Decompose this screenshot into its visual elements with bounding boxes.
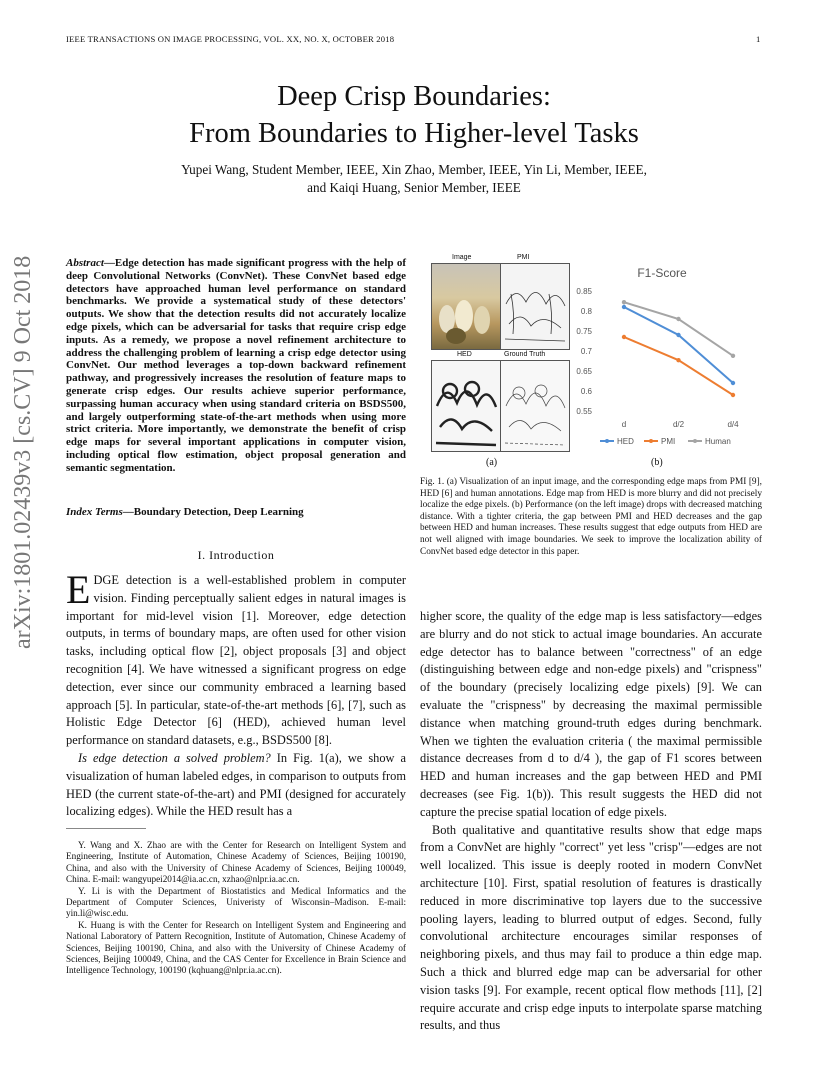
y-axis-ticks: [576, 287, 592, 416]
legend-label-human: Human: [705, 437, 731, 446]
author-text-1: Yupei Wang, Student Member, IEEE, Xin Zhao, Member, IEEE, Yin Li, Member, IEEE,: [181, 162, 647, 177]
panel-label-pmi: PMI: [517, 254, 530, 261]
data-point-hed: [622, 305, 626, 309]
legend-marker-pmi: [649, 439, 653, 443]
y-tick-label: 0.55: [576, 407, 592, 416]
hed-edges: [432, 361, 500, 451]
y-tick-label: 0.7: [580, 347, 592, 356]
authors-line2: and Kaiqi Huang, Senior Member, IEEE: [307, 180, 521, 195]
footnote-rule: [66, 828, 146, 829]
intro-paragraph-2: In Fig. 1(a), we show a visualization of human labeled edges, in comparison to outputs from HED (the current state-of-the-art) and PMI (designed for accurately localizing edges). While the HED result has a: [66, 750, 407, 819]
input-image: [431, 263, 501, 350]
footnotes: [66, 840, 406, 977]
data-point-pmi: [622, 335, 626, 339]
intro-paragraph-1: DGE detection is a well-established problem in computer vision. Finding perceptually salient edges in natural images is important for mid-level vision [1]. Moreover, edge detection outputs, in terms of boundary maps, are often used for other vision tasks, including optical flow [2], object proposals [3] and object recognition [4]. We have witnessed a significant progress on edge detection, ever since our community embraced a learning based approach [5]. In particular, state-of-the-art methods [6], [7], such as Holistic Edge Detector [6] (HED), achieved human level performance on standard datasets, e.g., BSDS500 [8].: [66, 573, 406, 748]
panel-label-gt: Ground Truth: [504, 351, 546, 358]
page-number: 1: [756, 34, 761, 44]
index-terms: [66, 506, 406, 519]
abstract-label: Abstract: [66, 257, 104, 269]
data-point-pmi: [676, 358, 680, 362]
footnote-3: K. Huang is with the Center for Research on Intelligent System and Engineering and National Laboratory of Pattern Recognition, Institute of Automation, Chinese Academy of Sciences, Beijing 100190, China, and also with the University of Chinese Academy of Sciences, Beijing 100049, China, and the CAS Center for Excellence in Brain Science and Intelligence Technology, 100190 (kqhuang@nlpr.ia.ac.cn).: [66, 919, 406, 976]
panel-label-hed: HED: [457, 351, 472, 358]
f1-score-chart: [570, 258, 766, 453]
data-point-human: [731, 354, 735, 358]
legend-marker-human: [693, 439, 697, 443]
abstract-text: —Edge detection has made significant progress with the help of deep Convolutional Networks (ConvNet). These ConvNet based edge detectors have approached human level performance on standard benchmarks. We provide a systematical study of these detectors' outputs. We show that the detection results did not accurately localize edge pixels, which can be adversarial for tasks that require crisp edge inputs. As a remedy, we propose a novel refinement architecture to address the challenging problem of learning a crisp edge detector using ConvNet. Our method leverages a top-down backward refinement pathway, and progressively increases the resolution of feature maps to generate crisp edges. Our results achieve superior performance, surpassing human accuracy when using standard criteria on BSDS500, and largely outperforming state-of-the-art methods when using more strict criteria. More importantly, we demonstrate the benefit of crisp edge maps for several important applications in computer vision, including optical flow estimation, object proposal generation and semantic segmentation.: [66, 257, 406, 474]
footnote-1: Y. Wang and X. Zhao are with the Center for Research on Intelligent System and Engineering, Institute of Automation, Chinese Academy of Sciences, Beijing 100190, China, and also with the University of Chinese Academy of Sciences, Beijing 100049, China. E-mail: wangyupei2014@ia.ac.cn, xzhao@nlpr.ia.ac.cn.: [66, 840, 406, 885]
authors-line1: [0, 161, 828, 179]
arxiv-stamp: arXiv:1801.02439v3 [cs.CV] 9 Oct 2018: [10, 255, 36, 649]
index-terms-label: Index Terms: [66, 506, 123, 518]
right-paragraph-1: higher score, the quality of the edge map is less satisfactory—edges are blurry and do not stick to actual image boundaries. An accurate edge detector has to balance between "correctness" of an edge (distinguishing between edge and non-edge pixels) and "crispness" of the boundary (precisely localizing edge pixels) [9]. We can evaluate the "crispness" by decreasing the maximal permissible distance when matching ground-truth edges during benchmark. When we tighten the evaluation criteria ( the maximal permissible distance decreases from d to d/4 ), the gap of F1 scores between HED and human increases and the gap between HED and PMI decreases (see Fig. 1(b)). This result suggests the HED did not capture the precise spatial location of edge pixels.: [420, 609, 762, 819]
x-tick-label: d/2: [672, 420, 685, 429]
data-point-human: [622, 300, 626, 304]
footnote-2: Y. Li is with the Department of Biostatistics and Medical Informatics and the Department of Computer Sciences, Univeristy of Wisconsin–Madison. E-mail: yin.li@wisc.edu.: [66, 885, 406, 919]
abstract: [66, 257, 406, 475]
data-point-hed: [731, 381, 735, 385]
data-point-hed: [676, 333, 680, 337]
gt-edges: [501, 361, 569, 451]
figure-caption: Fig. 1. (a) Visualization of an input image, and the corresponding edge maps from PMI [9], HED [6] and human annotations. Edge map from HED is more blurry and did not precisely localize the edge pixels. (b) Performance (on the left image) drops with decreased matching distance. With a tighter criteria, the gap between PMI and HED decreases and the gap between HED and human increases. These results suggest that edge outputs from HED are not well aligned with image boundaries. We seek to improve the localization ability of ConvNet based edge detector in this paper.: [420, 477, 762, 557]
x-tick-label: d: [621, 420, 627, 429]
paper-title-line1: Deep Crisp Boundaries:: [277, 81, 551, 112]
data-point-pmi: [731, 393, 735, 397]
right-column-body: [420, 608, 762, 1035]
y-tick-label: 0.8: [580, 307, 592, 316]
chart-series: [622, 300, 735, 397]
legend-marker-hed: [605, 439, 609, 443]
y-tick-label: 0.6: [580, 387, 592, 396]
chart-title: F1-Score: [637, 266, 687, 280]
y-tick-label: 0.85: [576, 287, 592, 296]
data-point-human: [676, 317, 680, 321]
series-line-human: [624, 302, 733, 356]
y-tick-label: 0.65: [576, 367, 592, 376]
hed-edge-map: [431, 360, 501, 452]
x-axis-ticks: [622, 420, 739, 429]
legend-label-hed: HED: [617, 437, 634, 446]
pmi-edges: [501, 264, 569, 349]
intro-question: Is edge detection a solved problem?: [78, 750, 271, 765]
running-header: IEEE TRANSACTIONS ON IMAGE PROCESSING, VOL. XX, NO. X, OCTOBER 2018: [66, 34, 395, 44]
ground-truth-edge-map: [500, 360, 570, 452]
pmi-edge-map: [500, 263, 570, 350]
section-heading-introduction: I. Introduction: [197, 548, 275, 562]
paper-title-line2: From Boundaries to Higher-level Tasks: [189, 118, 639, 149]
input-image-figures: [432, 264, 500, 349]
right-paragraph-2: Both qualitative and quantitative results show that edge maps from a ConvNet are highly "correct" yet less "crisp"—edges are not well localized. This issue is deeply rooted in modern ConvNet architecture [10]. First, spatial resolution of features is drastically reduced in more discriminative top layers due to the successive pooling layers, leading to blurred output of edges. Second, fully convolutional architecture encourages similar responses of neighboring pixels, and thus may fail to produce a thin edge map. Such a thick and blurred edge map can be adversarial for other vision tasks [9]. For example, recent optical flow methods [11], [2] require accurate and crisp edge inputs to interpolate sparse matching results, and thus: [420, 822, 762, 1033]
subfigure-label-b: (b): [651, 457, 663, 468]
y-tick-label: 0.75: [576, 327, 592, 336]
panel-label-image: Image: [452, 254, 472, 261]
legend-label-pmi: PMI: [661, 437, 676, 446]
drop-cap: E: [66, 567, 91, 612]
intro-body: [66, 567, 407, 821]
x-tick-label: d/4: [727, 420, 739, 429]
chart-legend: [600, 437, 731, 446]
subfigure-label-a: (a): [486, 457, 498, 468]
index-terms-text: —Boundary Detection, Deep Learning: [122, 506, 304, 518]
